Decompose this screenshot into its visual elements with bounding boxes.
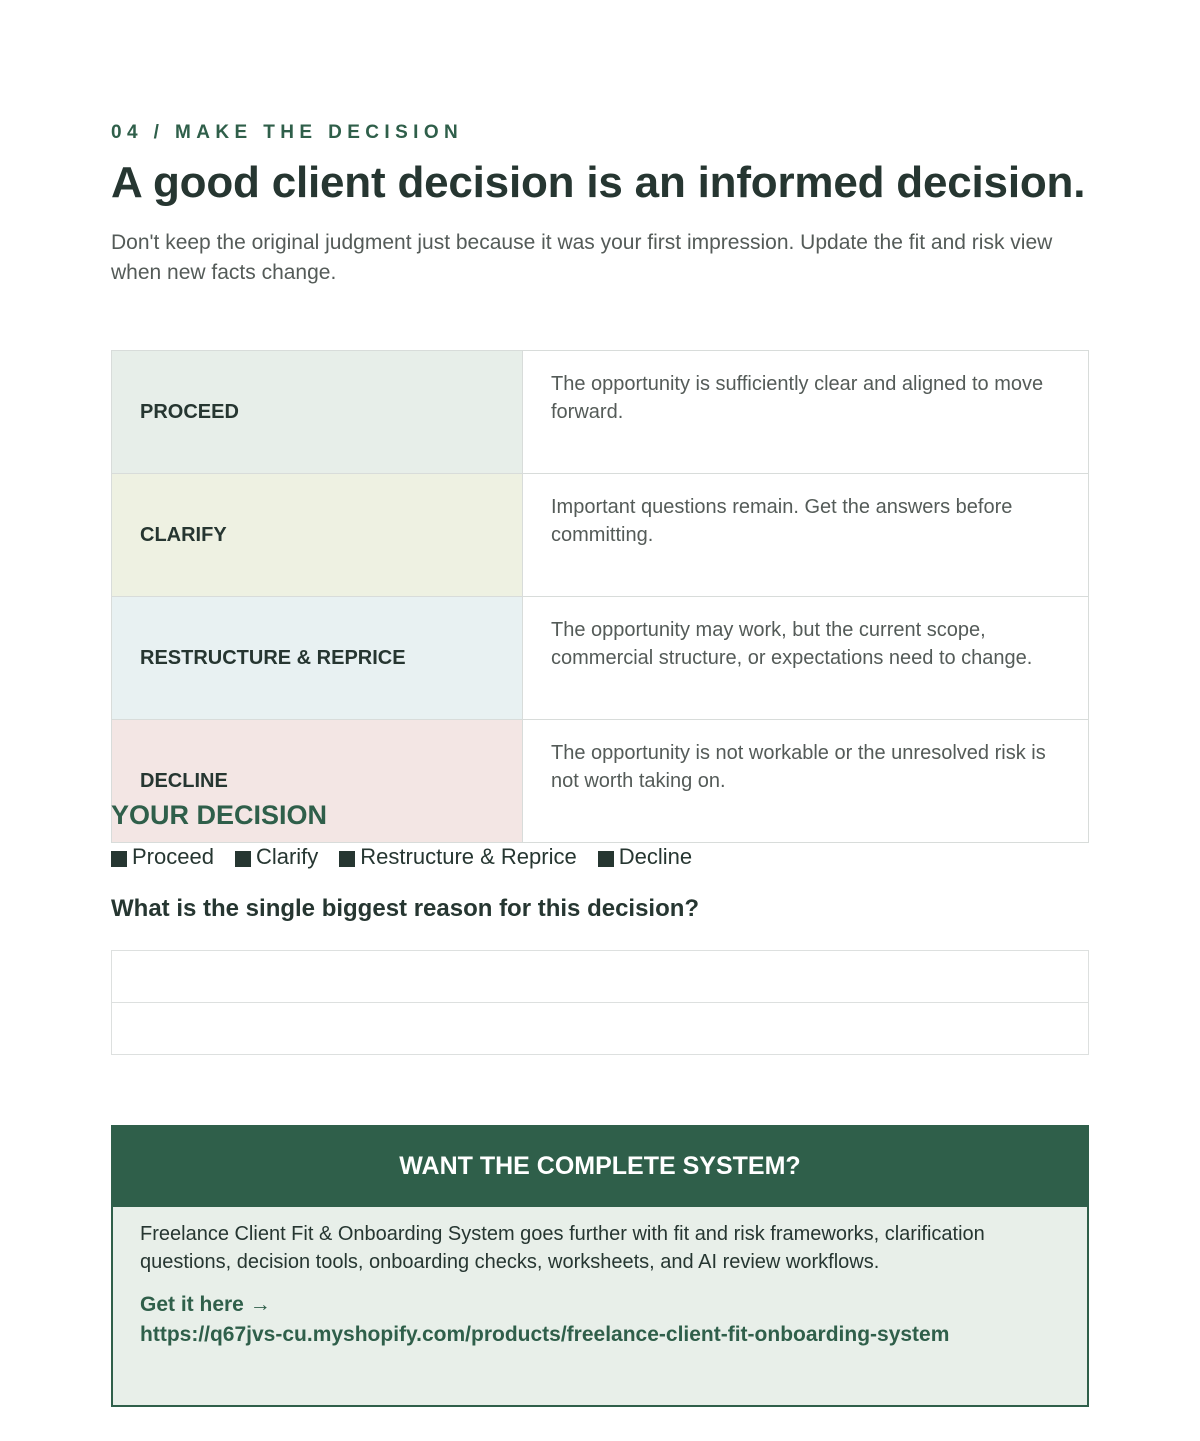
option-row-proceed bbox=[112, 351, 1089, 474]
option-label: DECLINE bbox=[112, 720, 523, 843]
choice-clarify[interactable] bbox=[235, 844, 318, 870]
option-label: RESTRUCTURE & REPRICE bbox=[112, 597, 523, 720]
checkbox-square-icon[interactable] bbox=[598, 851, 614, 867]
cta-link-label: Get it here → bbox=[140, 1293, 271, 1316]
option-label: PROCEED bbox=[112, 351, 523, 474]
choice-restructure-reprice[interactable] bbox=[339, 844, 576, 870]
section-eyebrow: 04 / MAKE THE DECISION bbox=[111, 122, 464, 143]
choice-label: Clarify bbox=[255, 844, 319, 869]
decision-choices bbox=[111, 844, 713, 870]
page-title: A good client decision is an informed decision. bbox=[111, 158, 1086, 207]
choice-label: Restructure & Reprice bbox=[360, 844, 577, 869]
decision-options-table bbox=[111, 350, 1089, 843]
option-description: Important questions remain. Get the answers before committing. bbox=[523, 474, 1089, 597]
reason-answer-box[interactable] bbox=[111, 950, 1089, 1055]
option-description: The opportunity is sufficiently clear and aligned to move forward. bbox=[523, 351, 1089, 474]
choice-proceed[interactable] bbox=[111, 844, 214, 870]
checkbox-square-icon[interactable] bbox=[339, 851, 355, 867]
answer-line[interactable] bbox=[112, 951, 1088, 1003]
product-link[interactable]: https://q67jvs-cu.myshopify.com/products/freelance-client-fit-onboarding-system bbox=[140, 1323, 950, 1346]
option-label: CLARIFY bbox=[112, 474, 523, 597]
checkbox-square-icon[interactable] bbox=[235, 851, 251, 867]
option-description: The opportunity is not workable or the unresolved risk is not worth taking on. bbox=[523, 720, 1089, 843]
reason-question: What is the single biggest reason for this decision? bbox=[111, 895, 700, 922]
option-row-clarify bbox=[112, 474, 1089, 597]
choice-decline[interactable] bbox=[598, 844, 692, 870]
checkbox-square-icon[interactable] bbox=[111, 851, 127, 867]
option-row-restructure bbox=[112, 597, 1089, 720]
your-decision-heading: YOUR DECISION bbox=[111, 800, 328, 830]
choice-label: Decline bbox=[618, 844, 693, 869]
answer-line[interactable] bbox=[112, 1003, 1088, 1054]
choice-label: Proceed bbox=[132, 844, 214, 869]
cta-body-text: Freelance Client Fit & Onboarding System goes further with fit and risk frameworks, clarification questions, decision tools, onboarding checks, worksheets, and AI review workflows. bbox=[140, 1223, 985, 1273]
intro-text: Don't keep the original judgment just because it was your first impression. Update the fit and risk view when new facts change. bbox=[111, 231, 1053, 284]
cta-panel bbox=[111, 1125, 1089, 1407]
cta-heading: WANT THE COMPLETE SYSTEM? bbox=[113, 1127, 1087, 1207]
option-description: The opportunity may work, but the current scope, commercial structure, or expectations need to change. bbox=[523, 597, 1089, 720]
